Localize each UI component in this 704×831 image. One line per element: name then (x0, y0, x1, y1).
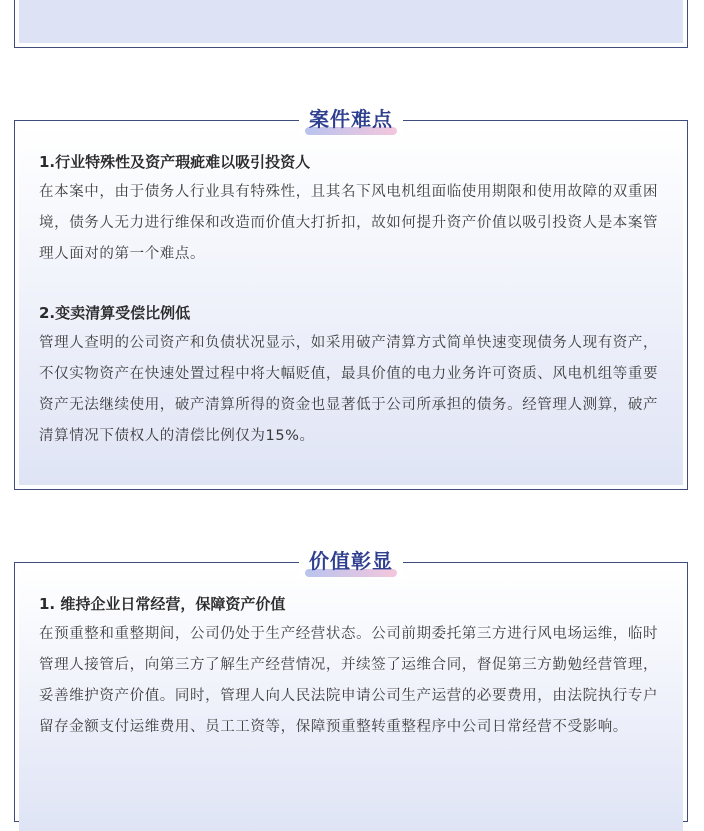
difficulties-section-card (14, 107, 688, 490)
item-title: 1.行业特殊性及资产瑕疵难以吸引投资人 (39, 153, 311, 171)
previous-section-card (14, 0, 688, 48)
spacer (39, 270, 663, 300)
item-title: 1. 维持企业日常经营，保障资产价值 (39, 595, 286, 613)
item-title: 2.变卖清算受偿比例低 (39, 304, 191, 322)
section-content (39, 149, 663, 452)
section-heading-text: 案件难点 (309, 107, 393, 131)
item-body: 在本案中，由于债务人行业具有特殊性，且其名下风电机组面临使用期限和使用故障的双重困境，债务人无力进行维保和改造而价值大打折扣，故如何提升资产价值以吸引投资人是本案管理人面对的第一个难点。 (39, 184, 659, 262)
section-heading (299, 549, 403, 579)
section-heading-text: 价值彰显 (309, 549, 393, 573)
item-body: 管理人查明的公司资产和负债状况显示，如采用破产清算方式简单快速变现债务人现有资产，不仅实物资产在快速处置过程中将大幅贬值，最具价值的电力业务许可资质、风电机组等重要资产无法继续使用，破产清算所得的资金也显著低于公司所承担的债务。经管理人测算，破产清算情况下债权人的清偿比例仅为15%。 (39, 335, 659, 444)
section-heading (299, 107, 403, 137)
value-section-card (14, 549, 688, 822)
item-body: 在预重整和重整期间，公司仍处于生产经营状态。公司前期委托第三方进行风电场运维，临时管理人接管后，向第三方了解生产经营情况，并续签了运维合同，督促第三方勤勉经营管理，妥善维护资产价值。同时，管理人向人民法院申请公司生产运营的必要费用，由法院执行专户留存金额支付运维费用、员工工资等，保障预重整转重整程序中公司日常经营不受影响。 (39, 626, 659, 735)
previous-section-card-background (19, 0, 683, 43)
section-content (39, 591, 663, 743)
